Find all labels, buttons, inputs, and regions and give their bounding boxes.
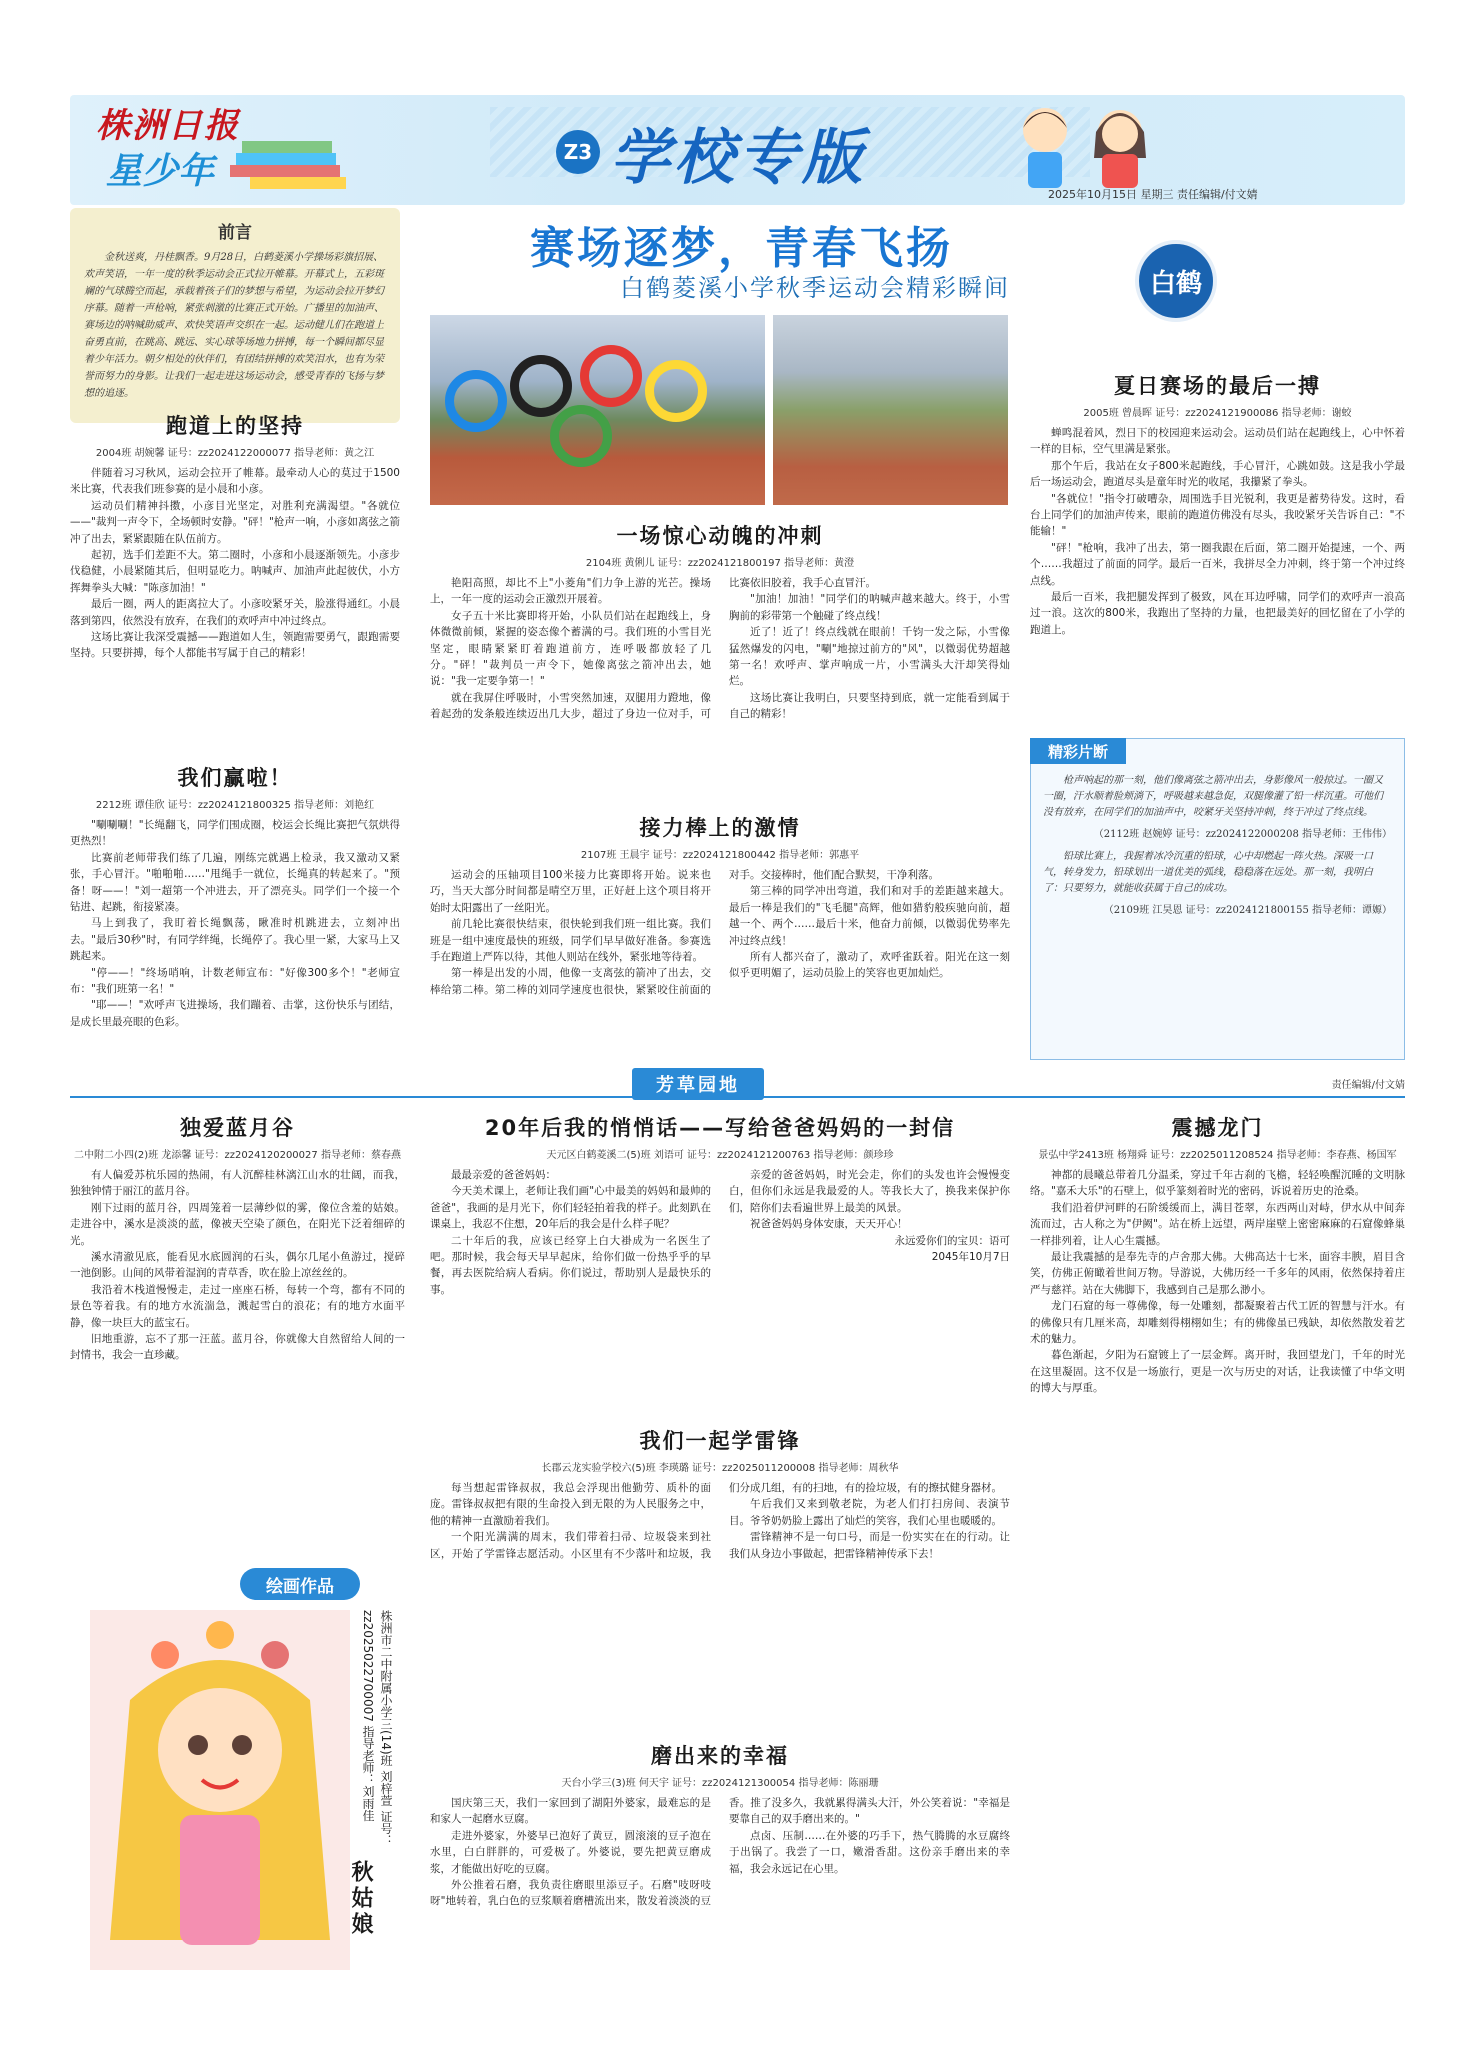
article-tofu bbox=[430, 1740, 1010, 1990]
highlight-credit: （2109班 江昊恩 证号：zz2024121800155 指导老师：谭嫄） bbox=[1103, 905, 1392, 916]
article-byline: 天元区白鹤菱溪二(5)班 刘语可 证号：zz2024121200763 指导老师：颜珍珍 bbox=[546, 1150, 894, 1161]
preface-text: 金秋送爽，丹桂飘香。9月28日，白鹤菱溪小学操场彩旗招展、欢声笑语，一年一度的秋季运动会正式拉开帷幕。开幕式上，五彩斑斓的气球腾空而起，承载着孩子们的梦想与希望，为运动会拉开梦幻序幕。随着一声枪响，紧张刺激的比赛正式开始。广播里的加油声、赛场边的呐喊助威声、欢快笑语声交织在一起。运动健儿们在跑道上奋勇直前，在跳高、跳远、实心球等场地力拼搏，每一个瞬间都尽显着少年活力。朝夕相处的伙伴们，有团结拼搏的欢笑泪水，也有为荣誉而努力的身影。让我们一起走进这场运动会，感受青春的飞扬与梦想的追逐。 bbox=[84, 252, 384, 399]
article-title: 一场惊心动魄的冲刺 bbox=[616, 524, 824, 548]
section-editor: 责任编辑/付文婧 bbox=[1331, 1080, 1405, 1091]
paragraph: 前几轮比赛很快结束，很快轮到我们班一组比赛。我们班是一组中速度最快的班级，同学们早早做好准备。参赛选手在跑道上严阵以待，其他人则站在线外，紧张地等待着。 bbox=[430, 918, 711, 964]
paragraph: 最后一圈，两人的距离拉大了。小彦咬紧牙关，脸涨得通红。小晨落到第四，依然没有放弃，在我们的欢呼声中冲过终点。 bbox=[70, 598, 400, 627]
paragraph: 第一棒是出发的小周，他像一支离弦的箭冲了出去，交棒给第二棒。第二棒的刘同学速度也很快，紧紧咬住前面的对手。交接棒时，他们配合默契，干净利落。 bbox=[430, 869, 939, 996]
paragraph: 比赛前老师带我们练了几遍，刚练完就遇上检录，我又激动又紧张，手心冒汗。"啪啪啪……"甩绳手一就位，长绳真的转起来了。"预备！呀——！"刘一超第一个冲进去，开了漂亮头。同学们一个接一个钻进、起跳，衔接紧凑。 bbox=[70, 851, 400, 914]
paragraph: "停——！"终场哨响，计数老师宣布："好像300多个！"老师宣布："我们班第一名！" bbox=[70, 966, 400, 996]
paragraph: 旧地重游，忘不了那一汪蓝。蓝月谷，你就像大自然留给人间的一封情书，我会一直珍藏。 bbox=[70, 1333, 405, 1362]
article-title: 独爱蓝月谷 bbox=[180, 1116, 295, 1140]
paragraph: 雷锋精神不是一句口号，而是一份实实在在的行动。让我们从身边小事做起，把雷锋精神传承下去！ bbox=[729, 1531, 1010, 1560]
article-title: 20年后我的悄悄话——写给爸爸妈妈的一封信 bbox=[484, 1116, 956, 1140]
paragraph: 龙门石窟的每一尊佛像，每一处雕刻，都凝聚着古代工匠的智慧与汗水。有的佛像只有几厘米高，却雕刻得栩栩如生；有的佛像虽已残缺，却依然散发着艺术的魅力。 bbox=[1030, 1300, 1405, 1346]
paragraph: 国庆第三天，我们一家回到了湖阳外婆家，最难忘的是和家人一起磨水豆腐。 bbox=[430, 1797, 711, 1826]
paragraph: 就在我屏住呼吸时，小雪突然加速，双腿用力蹬地，像着起劲的发条般连续迈出几大步，超过了身边一位对手，可比赛依旧胶着，我手心直冒汗。 bbox=[430, 577, 876, 721]
paragraph: 祝爸爸妈妈身体安康，天天开心！ bbox=[750, 1218, 908, 1231]
dateline: 2025年10月15日 星期三 责任编辑/付文婧 bbox=[1048, 188, 1258, 201]
paragraph: 点卤、压制……在外婆的巧手下，热气腾腾的水豆腐终于出锅了。我尝了一口，嫩滑香甜。这份亲手磨出来的幸福，我会永远记在心里。 bbox=[729, 1829, 1010, 1875]
paragraph: 蝉鸣混着风，烈日下的校园迎来运动会。运动员们站在起跑线上，心中怀着一样的目标，空气里满是紧张。 bbox=[1030, 427, 1405, 456]
article-title: 夏日赛场的最后一搏 bbox=[1114, 374, 1321, 398]
article-byline: 二中附二小四(2)班 龙添馨 证号：zz2024120200027 指导老师：蔡春燕 bbox=[74, 1150, 401, 1161]
highlight-text: 铅球比赛上，我握着冰冷沉重的铅球，心中却燃起一阵火热。深吸一口气，转身发力，铅球划出一道优美的弧线，稳稳落在远处。那一刻，我明白了：只要努力，就能收获属于自己的成功。 bbox=[1043, 851, 1373, 894]
paragraph: 二十年后的我，应该已经穿上白大褂成为一名医生了吧。那时候，我会每天早早起床，给你们做一份热乎乎的早餐，再去医院给病人看病。你们说过，帮助别人是最快乐的事。 bbox=[430, 1234, 711, 1296]
paragraph: 最最亲爱的爸爸妈妈： bbox=[451, 1169, 556, 1181]
paragraph: 刚下过雨的蓝月谷，四周笼着一层薄纱似的雾，像位含羞的姑娘。走进谷中，溪水是淡淡的蓝，像被天空染了颜色，在阳光下泛着细碎的光。 bbox=[70, 1201, 405, 1247]
students-illustration-icon bbox=[1000, 98, 1170, 190]
books-icon bbox=[220, 125, 350, 195]
paragraph: 那个午后，我站在女子800米起跑线，手心冒汗，心跳如鼓。这是我小学最后一场运动会，跑道尽头是童年时光的收尾，我攥紧了拳头。 bbox=[1030, 459, 1405, 489]
photo-opening-ceremony bbox=[430, 315, 765, 505]
paragraph: 我们沿着伊河畔的石阶缓缓而上，满目苍翠，东西两山对峙，伊水从中间奔流而过，古人称之为"伊阙"。站在桥上远望，两岸崖壁上密密麻麻的石窟像蜂巢一样排列着，让人心生震撼。 bbox=[1030, 1201, 1405, 1247]
highlight-text: 枪声响起的那一刻，他们像离弦之箭冲出去，身影像风一般掠过。一圈又一圈，汗水顺着脸颊淌下，呼吸越来越急促，双腿像灌了铅一样沉重。可他们没有放弃，在同学们的加油声中，咬紧牙关坚持冲刺，终于冲过了终点线。 bbox=[1043, 775, 1383, 818]
article-byline: 天台小学三(3)班 何天宇 证号：zz2024121300054 指导老师：陈丽珊 bbox=[561, 1778, 879, 1789]
article-we-won bbox=[70, 762, 400, 1062]
article-title: 我们一起学雷锋 bbox=[639, 1429, 801, 1453]
article-byline: 2107班 王晨宇 证号：zz2024121800442 指导老师：郭惠平 bbox=[580, 850, 860, 861]
article-longmen bbox=[1030, 1112, 1405, 1992]
painting-autumn-girl bbox=[70, 1580, 370, 1980]
sub-headline: 白鹤菱溪小学秋季运动会精彩瞬间 bbox=[620, 274, 1010, 302]
paragraph: 所有人都兴奋了，激动了，欢呼雀跃着。阳光在这一刻似乎更明媚了，运动员脸上的笑容也更加灿烂。 bbox=[729, 951, 1010, 980]
paragraph: "各就位！"指令打破嘈杂，周围选手目光锐利，我更是蓄势待发。这时，看台上同学们的加油声传来，眼前的跑道仿佛没有尽头，我咬紧牙关告诉自己："不能输！" bbox=[1030, 492, 1405, 538]
paragraph: 近了！近了！终点线就在眼前！千钧一发之际，小雪像猛然爆发的闪电，"唰"地掠过前方的"风"，以微弱优势超越第一名！欢呼声、掌声响成一片，小雪满头大汗却笑得灿烂。 bbox=[729, 626, 1010, 688]
article-lei-feng bbox=[430, 1425, 1010, 1685]
article-title: 我们赢啦！ bbox=[177, 766, 293, 790]
article-byline: 长郡云龙实验学校六(5)班 李瑛璐 证号：zz2025011200008 指导老师：周秋华 bbox=[541, 1463, 899, 1474]
edition-number: Z3 bbox=[556, 130, 600, 174]
article-sprint bbox=[430, 520, 1010, 810]
paragraph: 艳阳高照，却比不上"小菱角"们力争上游的光芒。操场上，一年一度的运动会正激烈开展着。 bbox=[430, 577, 711, 606]
paragraph: 这场比赛让我深受震撼——跑道如人生，领跑需要勇气，跟跑需要坚持。只要拼搏，每个人都能书写属于自己的精彩！ bbox=[70, 631, 400, 660]
paragraph: "唰唰唰！"长绳翻飞，同学们围成圈，校运会长绳比赛把气氛烘得更热烈！ bbox=[70, 819, 400, 848]
paragraph: "加油！加油！"同学们的呐喊声越来越大。终于，小雪胸前的彩带第一个触碰了终点线！ bbox=[729, 593, 1010, 622]
article-title: 跑道上的坚持 bbox=[166, 414, 304, 438]
letter-date: 2045年10月7日 bbox=[931, 1251, 1010, 1264]
main-headline: 赛场逐梦，青春飞扬 bbox=[530, 223, 953, 274]
paragraph: 女子五十米比赛即将开始，小队员们站在起跑线上，身体微微前倾，紧握的姿态像个蓄满的弓。我们班的小雪目光坚定，眼睛紧紧盯着跑道前方，连呼吸都放轻了几分。"砰！"裁判员一声令下，她像离弦之箭冲出去，她说："我一定要争第一！" bbox=[430, 609, 711, 688]
paragraph: 外公推着石磨，我负责往磨眼里添豆子。石磨"吱呀吱呀"地转着，乳白色的豆浆顺着磨槽流出来，散发着淡淡的豆香。推了没多久，我就累得满头大汗，外公笑着说："幸福是要靠自己的双手磨出来的。" bbox=[430, 1797, 1010, 1908]
photo-running-race bbox=[773, 315, 1008, 505]
article-byline: 2104班 黄俐儿 证号：zz2024121800197 指导老师：黄澄 bbox=[585, 558, 855, 569]
highlights-box bbox=[1030, 738, 1405, 1060]
article-byline: 2004班 胡婉馨 证号：zz2024122000077 指导老师：黄之江 bbox=[95, 448, 375, 459]
paragraph: 溪水清澈见底，能看见水底圆润的石头，偶尔几尾小鱼游过，搅碎一池倒影。山间的风带着湿润的青草香，吹在脸上凉丝丝的。 bbox=[70, 1251, 405, 1280]
article-relay bbox=[430, 812, 1010, 1064]
paragraph: 马上到我了，我盯着长绳飘荡，瞅准时机跳进去，立刻冲出去。"最后30秒"时，有同学绊绳，长绳停了。我心里一紧，大家马上又跳起来。 bbox=[70, 917, 400, 963]
highlights-label: 精彩片断 bbox=[1030, 738, 1126, 764]
paragraph: 走进外婆家，外婆早已泡好了黄豆，圆滚滚的豆子泡在水里，白白胖胖的，可爱极了。外婆说，要先把黄豆磨成浆，才能做出好吃的豆腐。 bbox=[430, 1829, 711, 1875]
paragraph: 每当想起雷锋叔叔，我总会浮现出他勤劳、质朴的面庞。雷锋叔叔把有限的生命投入到无限的为人民服务之中，他的精神一直激励着我们。 bbox=[430, 1482, 711, 1527]
painting-caption: 株洲市二中附属小学三(14)班 刘梓萱 证号：zz2025022700007 指导老师：刘雨佳 bbox=[361, 1610, 393, 1847]
paragraph: 最后一百米，我把腿发挥到了极致，风在耳边呼啸，同学们的欢呼声一浪高过一浪。这次的800米，我跑出了坚持的力量，也把最美好的回忆留在了小学的跑道上。 bbox=[1030, 591, 1405, 636]
painting-title: 秋姑娘 bbox=[348, 1860, 373, 1938]
article-byline: 景弘中学2413班 杨翔舜 证号：zz2025011208524 指导老师：李春燕、杨国军 bbox=[1038, 1150, 1397, 1161]
painting-label: 绘画作品 bbox=[240, 1568, 360, 1600]
paragraph: "耶——！"欢呼声飞进操场，我们蹦着、击掌，这份快乐与团结，是成长里最亮眼的色彩。 bbox=[70, 999, 400, 1028]
highlight-credit: （2112班 赵婉婷 证号：zz2024122000208 指导老师：王伟伟） bbox=[1093, 829, 1392, 840]
paper-sub-logo: 星少年 bbox=[106, 151, 215, 192]
article-title: 磨出来的幸福 bbox=[651, 1744, 789, 1768]
paragraph: 暮色渐起，夕阳为石窟镀上了一层金辉。离开时，我回望龙门，千年的时光在这里凝固。这不仅是一场旅行，更是一次与历史的对话，让我读懂了中华文明的博大与厚重。 bbox=[1030, 1349, 1405, 1395]
article-summer-race bbox=[1030, 370, 1405, 730]
article-blue-moon-valley bbox=[70, 1112, 405, 1562]
preface-box bbox=[70, 208, 400, 423]
paragraph: 我沿着木栈道慢慢走，走过一座座石桥，每转一个弯，都有不同的景色等着我。有的地方水流湍急，溅起雪白的浪花；有的地方水面平静，像一块巨大的蓝宝石。 bbox=[70, 1283, 405, 1329]
paragraph: 有人偏爱苏杭乐园的热闹，有人沉醉桂林漓江山水的壮阔，而我，独独钟情于丽江的蓝月谷。 bbox=[70, 1169, 405, 1198]
article-title: 震撼龙门 bbox=[1171, 1116, 1264, 1140]
article-byline: 2005班 曾晨晖 证号：zz2024121900086 指导老师：谢蛟 bbox=[1083, 408, 1352, 419]
paragraph: 神都的晨曦总带着几分温柔，穿过千年古刹的飞檐，轻轻唤醒沉睡的文明脉络。"嘉禾大乐"的石壁上，似乎篆刻着时光的密码，诉说着历史的沧桑。 bbox=[1030, 1169, 1405, 1198]
paragraph: 运动会的压轴项目100米接力比赛即将开始。说来也巧，当天大部分时间都是晴空万里，正好赶上这个项目将开始时太阳露出了一丝阳光。 bbox=[430, 869, 711, 914]
paragraph: 这场比赛让我明白，只要坚持到底，就一定能看到属于自己的精彩！ bbox=[729, 691, 1010, 721]
paragraph: 一个阳光满满的周末，我们带着扫帚、垃圾袋来到社区，开始了学雷锋志愿活动。小区里有不少落叶和垃圾，我们分成几组，有的扫地，有的捡垃圾，有的擦拭健身器材。 bbox=[430, 1482, 1002, 1560]
school-emblem-icon: 白鹤 bbox=[1135, 240, 1217, 322]
article-title: 接力棒上的激情 bbox=[639, 816, 801, 840]
section-label: 芳草园地 bbox=[632, 1068, 764, 1100]
paragraph: 起初，选手们差距不大。第二圈时，小彦和小晨逐渐领先。小彦步伐稳健，小晨紧随其后，但明显吃力。呐喊声、加油声此起彼伏，小方挥舞拳头大喊："陈彦加油！" bbox=[70, 549, 400, 594]
paragraph: "砰！"枪响，我冲了出去，第一圈我跟在后面，第二圈开始提速，一个、两个……我超过了前面的同学。最后一百米，我拼尽全力冲刺，终于第一个冲过终点线。 bbox=[1030, 541, 1405, 587]
paragraph: 午后我们又来到敬老院，为老人们打扫房间、表演节目。爷爷奶奶脸上露出了灿烂的笑容，我们心里也暖暖的。 bbox=[729, 1498, 1010, 1527]
article-letter bbox=[430, 1112, 1010, 1412]
article-running bbox=[70, 410, 400, 750]
article-byline: 2212班 谭佳欣 证号：zz2024121800325 指导老师：刘艳红 bbox=[95, 800, 375, 811]
edition-title: 学校专版 bbox=[610, 123, 866, 193]
paragraph: 第三棒的同学冲出弯道，我们和对手的差距越来越大。最后一棒是我们的"飞毛腿"高辉，他如猎豹般疾驰向前，超越一个、两个……最后十米，他奋力前倾，以微弱优势率先冲过终点线！ bbox=[729, 885, 1010, 947]
preface-title: 前言 bbox=[218, 223, 252, 243]
paragraph: 伴随着习习秋风，运动会拉开了帷幕。最牵动人心的莫过于1500米比赛，代表我们班参赛的是小晨和小彦。 bbox=[70, 467, 400, 496]
paragraph: 运动员们精神抖擞，小彦目光坚定，对胜利充满渴望。"各就位——"裁判一声令下，全场顿时安静。"砰！"枪声一响，小彦如离弦之箭冲了出去，紧紧跟随在队伍前方。 bbox=[70, 499, 400, 545]
letter-signoff: 永远爱你们的宝贝：语可 bbox=[894, 1234, 1010, 1247]
paragraph: 亲爱的爸爸妈妈，时光会走，你们的头发也许会慢慢变白，但你们永远是我最爱的人。等我长大了，换我来保护你们，陪你们去看遍世界上最美的风景。 bbox=[729, 1169, 1010, 1214]
paragraph: 最让我震撼的是奉先寺的卢舍那大佛。大佛高达十七米，面容丰腴，眉目含笑，仿佛正俯瞰着世间万物。导游说，大佛历经一千多年的风雨，依然保持着庄严与慈祥。站在大佛脚下，我感到自己是那么渺小。 bbox=[1030, 1251, 1405, 1296]
paragraph: 今天美术课上，老师让我们画"心中最美的妈妈和最帅的爸爸"，我画的是月光下，你们轻轻拍着我的样子。此刻趴在课桌上，我忍不住想，20年后的我会是什么样子呢？ bbox=[430, 1185, 711, 1231]
paper-logo: 株洲日报 bbox=[96, 106, 240, 146]
